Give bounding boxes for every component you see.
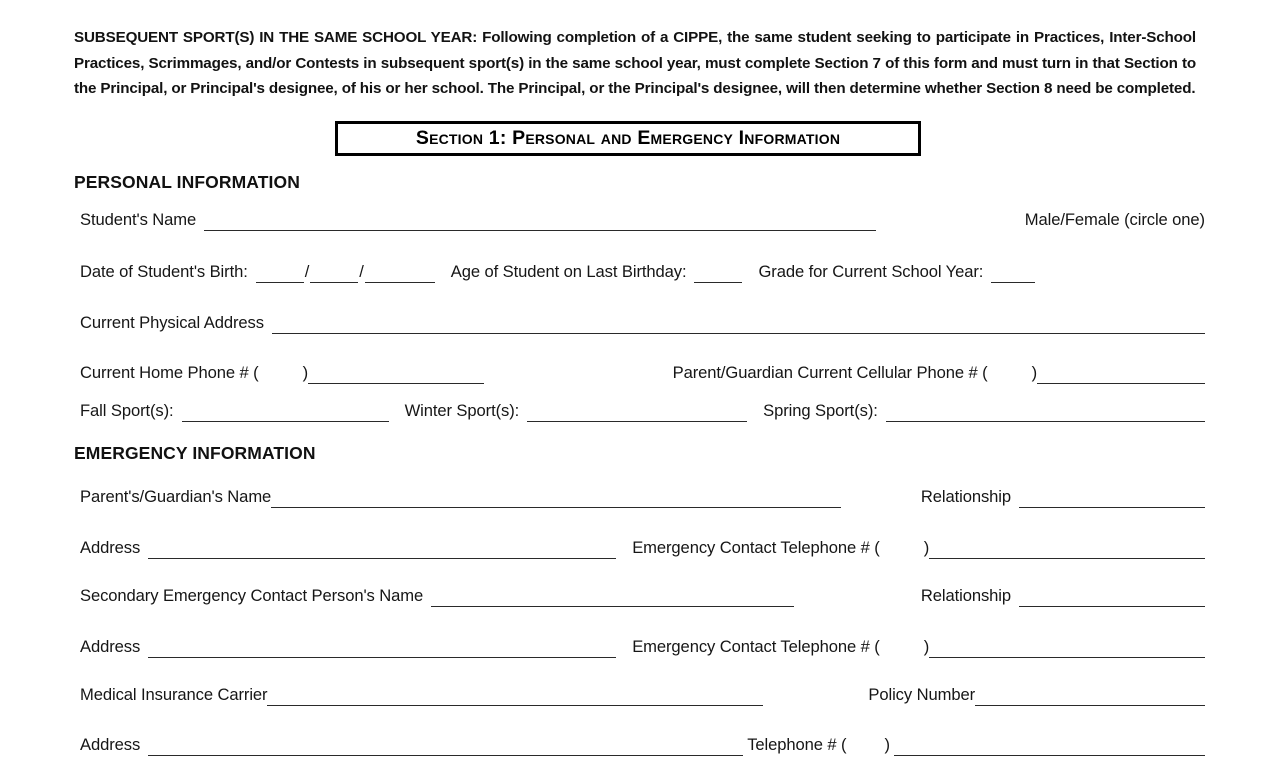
field-row-guardian-name bbox=[80, 482, 1205, 508]
emergency-address-input-1[interactable] bbox=[148, 543, 616, 559]
spring-sport-input[interactable] bbox=[886, 406, 1205, 422]
personal-information-heading: PERSONAL INFORMATION bbox=[74, 172, 300, 192]
dob-slash-1: / bbox=[304, 262, 310, 281]
secondary-contact-name-input[interactable] bbox=[431, 591, 794, 607]
field-row-secondary-contact-name bbox=[80, 581, 1205, 607]
field-row-student-name bbox=[80, 205, 1205, 231]
home-phone-label: Current Home Phone # ( bbox=[80, 363, 259, 382]
relationship-label-2: Relationship bbox=[920, 586, 1011, 605]
emergency-phone-input-1[interactable] bbox=[929, 543, 1205, 559]
insurance-telephone-input[interactable] bbox=[894, 740, 1205, 756]
field-row-emergency-address-1 bbox=[80, 533, 1205, 559]
dob-day-input[interactable] bbox=[310, 267, 358, 283]
current-physical-address-input[interactable] bbox=[272, 318, 1205, 334]
grade-input[interactable] bbox=[991, 267, 1035, 283]
emergency-information-heading: EMERGENCY INFORMATION bbox=[74, 443, 316, 463]
intro-paragraph: SUBSEQUENT SPORT(S) IN THE SAME SCHOOL YEAR: Following completion of a CIPPE, the same student seeking to participate in Practices, Inter-School Practices, Scrimmages, and/or Contests in subsequent sport(s) in the same school year, must complete Section 7 of this form and must turn in that Section to the Principal, or Principal's designee, of his or her school. The Principal, or the Principal's designee, will then determine whether Section 8 need be completed. bbox=[74, 29, 1196, 97]
emergency-address-label-2: Address bbox=[80, 637, 141, 656]
spring-sport-label: Spring Sport(s): bbox=[763, 401, 878, 420]
relationship-input-1[interactable] bbox=[1019, 492, 1205, 508]
secondary-contact-name-label: Secondary Emergency Contact Person's Name bbox=[80, 586, 424, 605]
guardian-name-input[interactable] bbox=[271, 492, 841, 508]
relationship-input-2[interactable] bbox=[1019, 591, 1205, 607]
insurance-telephone-label: Telephone # ( bbox=[747, 735, 847, 754]
emergency-phone-input-2[interactable] bbox=[929, 642, 1205, 658]
emergency-phone-paren-close-2: ) bbox=[923, 637, 930, 656]
field-row-emergency-address-2 bbox=[80, 632, 1205, 658]
policy-number-label: Policy Number bbox=[868, 685, 975, 704]
fall-sport-input[interactable] bbox=[182, 406, 389, 422]
cell-phone-label: Parent/Guardian Current Cellular Phone # ( bbox=[672, 363, 988, 382]
field-row-phones bbox=[80, 358, 1205, 384]
cell-phone-input[interactable] bbox=[1037, 368, 1205, 384]
fall-sport-label: Fall Sport(s): bbox=[80, 401, 174, 420]
emergency-address-label-1: Address bbox=[80, 538, 141, 557]
winter-sport-input[interactable] bbox=[527, 406, 747, 422]
dob-slash-2: / bbox=[359, 262, 364, 281]
section-1-title-box bbox=[335, 121, 921, 156]
emergency-phone-paren-close-1: ) bbox=[923, 538, 930, 557]
emergency-phone-label-1: Emergency Contact Telephone # ( bbox=[632, 538, 880, 557]
emergency-address-input-2[interactable] bbox=[148, 642, 616, 658]
guardian-name-label: Parent's/Guardian's Name bbox=[80, 487, 272, 506]
relationship-label-1: Relationship bbox=[920, 487, 1011, 506]
insurance-carrier-input[interactable] bbox=[267, 690, 763, 706]
dob-year-input[interactable] bbox=[365, 267, 435, 283]
student-name-label: Student's Name bbox=[80, 210, 197, 229]
dob-month-input[interactable] bbox=[256, 267, 304, 283]
age-label: Age of Student on Last Birthday: bbox=[450, 262, 687, 281]
insurance-telephone-paren-close: ) bbox=[884, 735, 890, 754]
field-row-current-physical-address bbox=[80, 308, 1205, 334]
insurance-carrier-label: Medical Insurance Carrier bbox=[80, 685, 268, 704]
field-row-sports bbox=[80, 396, 1205, 422]
insurance-address-input[interactable] bbox=[148, 740, 743, 756]
home-phone-paren-close: ) bbox=[302, 363, 309, 382]
home-phone-input[interactable] bbox=[308, 368, 484, 384]
policy-number-input[interactable] bbox=[975, 690, 1205, 706]
student-name-input[interactable] bbox=[204, 215, 876, 231]
cell-phone-paren-close: ) bbox=[1031, 363, 1037, 382]
date-of-birth-label: Date of Student's Birth: bbox=[80, 262, 248, 281]
field-row-insurance-address bbox=[80, 730, 1205, 756]
age-input[interactable] bbox=[694, 267, 742, 283]
emergency-phone-label-2: Emergency Contact Telephone # ( bbox=[632, 637, 880, 656]
section-1-title: Section 1: Personal and Emergency Information bbox=[415, 127, 841, 149]
field-row-date-of-birth bbox=[80, 257, 1205, 283]
grade-label: Grade for Current School Year: bbox=[758, 262, 984, 281]
field-row-insurance bbox=[80, 680, 1205, 706]
winter-sport-label: Winter Sport(s): bbox=[404, 401, 520, 420]
current-physical-address-label: Current Physical Address bbox=[80, 313, 264, 332]
sex-circle-one-note: Male/Female (circle one) bbox=[1024, 210, 1205, 229]
insurance-address-label: Address bbox=[80, 735, 141, 754]
